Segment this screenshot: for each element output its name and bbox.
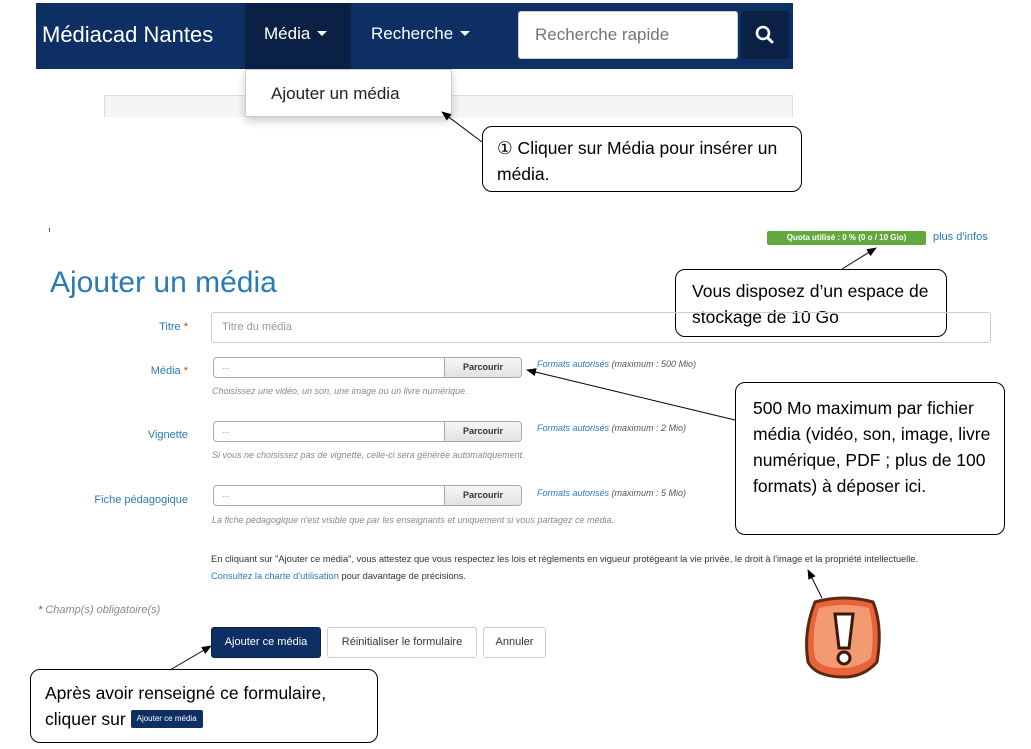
fiche-help: La fiche pédagogique n'est visible que par les enseignants et uniquement si vous partagez ce média. [212,515,614,525]
legal-notice: En cliquant sur "Ajouter ce média", vous attestez que vous respectez les lois et règlements en vigueur protégeant la vie privée, le droit à l'image et la propriété intellectuelle. Consultez la charte d'utilisation pour davantage de précisions. [211,554,919,581]
fiche-label: Fiche pédagogique [94,494,188,506]
more-info-link[interactable]: plus d'infos [933,231,988,243]
callout-storage: Vous disposez d’un espace de stockage de 10 Go [675,269,947,337]
titre-label: Titre * [159,321,188,333]
nav-search-menu[interactable]: Recherche [371,24,470,44]
media-help: Choisissez une vidéo, un son, une image ou un livre numérique. [212,386,468,396]
callout-step1: ① Cliquer sur Média pour insérer un média. [482,126,802,192]
formats-link[interactable]: Formats autorisés [537,488,610,498]
page-title: Ajouter un média [50,266,277,299]
formats-link[interactable]: Formats autorisés [537,423,610,433]
arrow-submit [170,646,211,670]
reset-form-button[interactable]: Réinitialiser le formulaire [327,627,477,658]
vignette-formats: Formats autorisés (maximum : 2 Mio) [537,423,687,433]
browse-button[interactable]: Parcourir [444,422,521,441]
add-media-button[interactable]: Ajouter ce média [211,627,321,658]
arrow-warning [808,570,822,598]
required-note: * Champ(s) obligatoire(s) [38,604,161,616]
callout-file-limit: 500 Mo maximum par fichier média (vidéo, son, image, livre numérique, PDF ; plus de 100 formats) à déposer ici. [735,382,1005,535]
inline-add-media-button: Ajouter ce média [131,710,203,728]
callout-submit: Après avoir renseigné ce formulaire, cliquer sur Ajouter ce média [30,669,378,743]
fiche-formats: Formats autorisés (maximum : 5 Mio) [537,488,687,498]
titre-input[interactable]: Titre du média [211,312,991,343]
arrow-step1 [442,112,482,142]
fiche-file-input[interactable]: ... Parcourir [213,485,522,506]
media-file-input[interactable]: ... Parcourir [213,357,522,378]
browse-button[interactable]: Parcourir [444,358,521,377]
arrow-file-limit [527,370,735,420]
brand-logo[interactable]: Médiacad Nantes [42,22,214,47]
dropdown-item-add-media[interactable]: Ajouter un média [271,84,400,103]
cancel-button[interactable]: Annuler [483,627,546,658]
formats-link[interactable]: Formats autorisés [537,359,610,369]
vignette-label: Vignette [147,429,188,441]
media-label: Média * [150,365,188,377]
nav-media-label[interactable]: Média [264,24,327,44]
browse-button[interactable]: Parcourir [444,486,521,505]
vignette-help: Si vous ne choisissez pas de vignette, celle-ci sera générée automatiquement. [212,450,525,460]
vignette-file-input[interactable]: ... Parcourir [213,421,522,442]
quota-badge: Quota utilisé : 0 % (0 o / 10 Gio) [767,231,926,245]
charter-link[interactable]: Consultez la charte d'utilisation [211,571,339,581]
arrow-storage [842,248,876,269]
media-formats: Formats autorisés (maximum : 500 Mio) [537,359,697,369]
